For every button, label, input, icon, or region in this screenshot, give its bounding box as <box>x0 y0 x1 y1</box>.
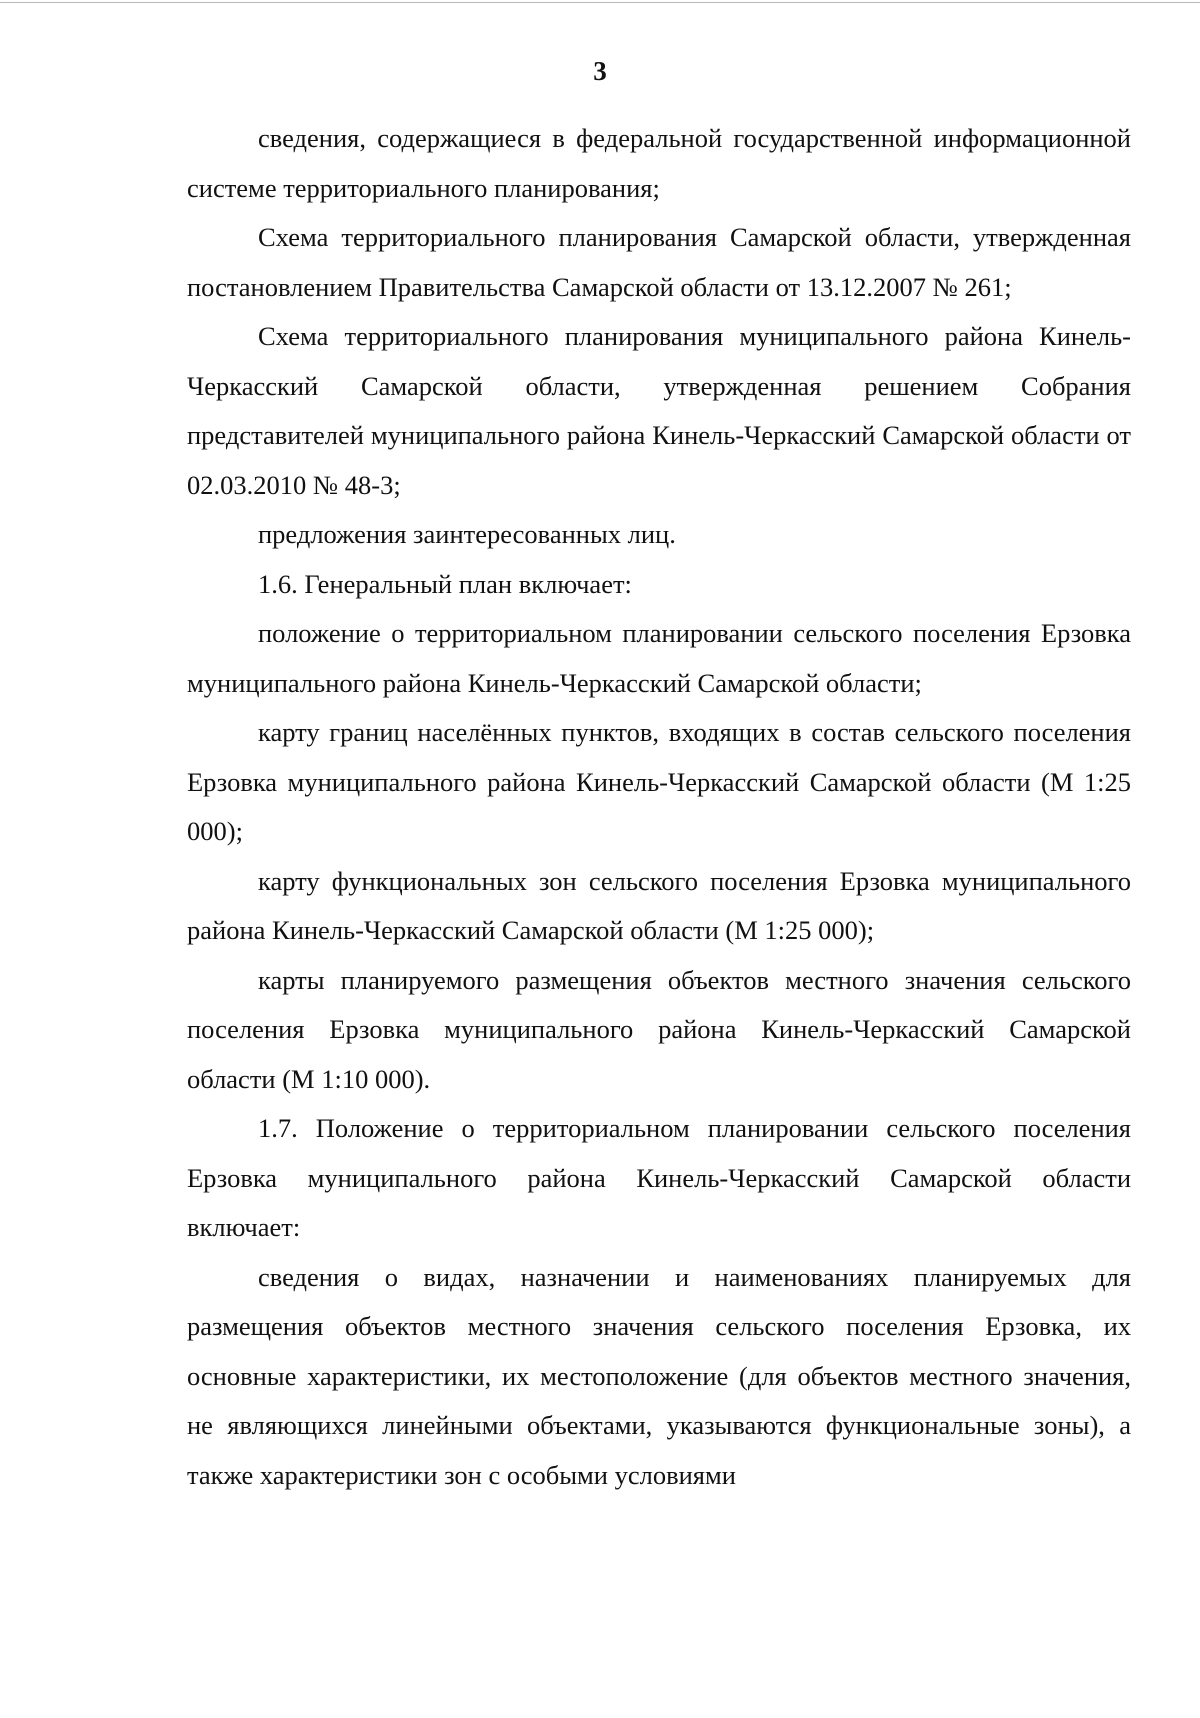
document-body <box>187 114 1131 1500</box>
paragraph-boundaries-map: карту границ населённых пунктов, входящих в состав сельского поселения Ерзовка муниципального района Кинель-Черкасский Самарской области (М 1:25 000); <box>187 717 1131 846</box>
paragraph-object-info: сведения о видах, назначении и наименованиях планируемых для размещения объектов местного значения сельского поселения Ерзовка, их основные характеристики, их местоположение (для объектов местного значения, не являющихся линейными объектами, указываются функциональные зоны), а также характеристики зон с особыми условиями <box>187 1261 1131 1490</box>
paragraph-proposals: предложения заинтересованных лиц. <box>258 519 676 549</box>
paragraph-section-1-7: 1.7. Положение о территориальном планировании сельского поселения Ерзовка муниципального района Кинель-Черкасский Самарской области включает: <box>187 1113 1131 1242</box>
paragraph-regional-scheme: Схема территориального планирования Самарской области, утвержденная постановлением Правительства Самарской области от 13.12.2007 № 261; <box>187 222 1131 302</box>
page-number: 3 <box>593 56 607 86</box>
paragraph-local-objects-maps: карты планируемого размещения объектов местного значения сельского поселения Ерзовка муниципального района Кинель-Черкасский Самарской области (М 1:10 000). <box>187 964 1131 1094</box>
paragraph-district-scheme: Схема территориального планирования муниципального района Кинель-Черкасский Самарской области, утвержденная решением Собрания представителей муниципального района Кинель-Черкасский Самарской области от 02.03.2010 № 48-3; <box>187 321 1131 500</box>
paragraph-fgis-info: сведения, содержащиеся в федеральной государственной информационной системе территориального планирования; <box>187 123 1131 203</box>
paragraph-section-1-6: 1.6. Генеральный план включает: <box>258 568 632 599</box>
paragraph-functional-zones-map: карту функциональных зон сельского поселения Ерзовка муниципального района Кинель-Черкасский Самарской области (М 1:25 000); <box>187 865 1131 945</box>
paragraph-regulation: положение о территориальном планировании сельского поселения Ерзовка муниципального района Кинель-Черкасский Самарской области; <box>187 618 1131 698</box>
top-border-line <box>0 2 1200 3</box>
